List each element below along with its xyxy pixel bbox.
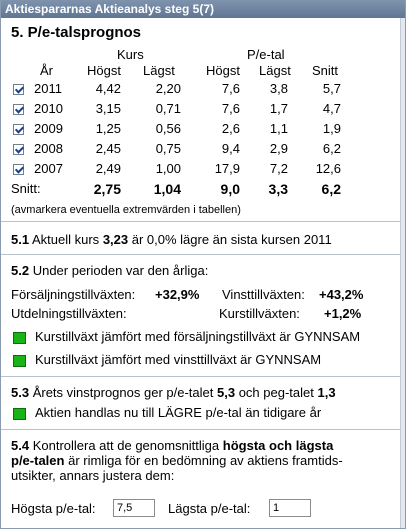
- row-pe-lagst: 7,2: [269, 161, 288, 176]
- price-growth-value: +1,2%: [324, 306, 362, 321]
- price-comparison-text: är 0,0% lägre än sista kursen 2011: [131, 232, 332, 247]
- row-checkbox[interactable]: [13, 104, 24, 115]
- avg-label: Snitt:: [11, 181, 41, 196]
- vertical-scrollbar[interactable]: [400, 18, 405, 528]
- table-note: (avmarkera eventuella extremvärden i tabellen): [11, 204, 241, 216]
- profit-growth-label: Vinsttillväxten:: [222, 287, 305, 302]
- row-kurs-hogst: 2,49: [95, 161, 121, 176]
- divider: [1, 221, 401, 222]
- pe-value: 5,3: [216, 385, 236, 400]
- row-pe-hogst: 9,4: [221, 141, 240, 156]
- col-header-kurs-hogst: Högst: [87, 63, 121, 78]
- section-5-1: [11, 232, 332, 247]
- row-pe-hogst: 7,6: [221, 81, 240, 96]
- group-header-kurs: Kurs: [117, 47, 144, 62]
- row-kurs-hogst: 1,25: [95, 121, 121, 136]
- row-kurs-hogst: 2,45: [95, 141, 121, 156]
- row-pe-lagst: 1,7: [269, 101, 288, 116]
- col-header-pe-hogst: Högst: [206, 63, 240, 78]
- section-number: 5.2: [11, 263, 30, 278]
- price-growth-label: Kurstillväxten:: [219, 306, 300, 321]
- lowest-pe-input[interactable]: [269, 499, 311, 517]
- status-green-icon: [13, 332, 26, 344]
- row-year: 2010: [34, 101, 63, 116]
- check-text-bold: p/e-talen: [11, 453, 65, 468]
- row-pe-hogst: 7,6: [221, 101, 240, 116]
- window-title: Aktiespararnas Aktieanalys steg 5(7): [1, 0, 405, 18]
- section-number: 5.4: [11, 438, 30, 453]
- avg-kurs-lagst: 1,04: [153, 181, 181, 197]
- row-kurs-lagst: 0,75: [155, 141, 181, 156]
- current-price-label: Aktuell kurs: [31, 232, 100, 247]
- sales-growth-value: +32,9%: [155, 287, 200, 302]
- section-5-4-line1: [11, 438, 333, 453]
- row-year: 2007: [34, 161, 63, 176]
- col-header-kurs-lagst: Lägst: [143, 63, 175, 78]
- peg-label: och peg-talet: [238, 385, 314, 400]
- avg-kurs-hogst: 2,75: [93, 181, 121, 197]
- row-pe-lagst: 3,8: [269, 81, 288, 96]
- lowest-pe-label: Lägsta p/e-tal:: [168, 501, 251, 516]
- section-heading: 5. P/e-talsprognos: [11, 24, 142, 41]
- col-header-year: År: [40, 63, 53, 78]
- status-text-profit: Kurstillväxt jämfört med vinsttillväxt är GYNNSAM: [35, 352, 322, 367]
- status-text-pe: Aktien handlas nu till LÄGRE p/e-tal än tidigare år: [35, 405, 322, 420]
- section-5-2-intro: [11, 263, 208, 278]
- divider: [1, 376, 401, 377]
- row-kurs-hogst: 4,42: [95, 81, 121, 96]
- row-pe-hogst: 2,6: [221, 121, 240, 136]
- row-year: 2009: [34, 121, 63, 136]
- check-text-bold: högsta och lägsta: [222, 438, 334, 453]
- section-5-4-line3: utsikter, annars justera dem:: [11, 468, 175, 483]
- divider: [1, 429, 401, 430]
- avg-pe-snitt: 6,2: [321, 181, 341, 197]
- row-year: 2011: [34, 81, 62, 96]
- row-checkbox[interactable]: [13, 84, 24, 95]
- row-pe-lagst: 1,1: [269, 121, 288, 136]
- highest-pe-input[interactable]: [113, 499, 155, 517]
- group-header-pe: P/e-tal: [247, 47, 285, 62]
- pe-forecast-text: Årets vinstprognos ger p/e-talet: [32, 385, 214, 400]
- status-green-icon: [13, 408, 26, 420]
- current-price-value: 3,23: [102, 232, 129, 247]
- row-pe-hogst: 17,9: [214, 161, 240, 176]
- row-pe-lagst: 2,9: [269, 141, 288, 156]
- section-number: 5.3: [11, 385, 30, 400]
- row-kurs-lagst: 0,71: [155, 101, 181, 116]
- peg-value: 1,3: [317, 385, 336, 400]
- content-area: [1, 18, 401, 528]
- row-pe-snitt: 6,2: [322, 141, 341, 156]
- period-intro-text: Under perioden var den årliga:: [32, 263, 209, 278]
- status-text-sales: Kurstillväxt jämfört med försäljningstillväxt är GYNNSAM: [35, 329, 361, 344]
- profit-growth-value: +43,2%: [319, 287, 364, 302]
- row-pe-snitt: 12,6: [315, 161, 341, 176]
- row-checkbox[interactable]: [13, 164, 24, 175]
- avg-pe-lagst: 3,3: [268, 181, 288, 197]
- row-year: 2008: [34, 141, 63, 156]
- col-header-pe-lagst: Lägst: [259, 63, 291, 78]
- row-checkbox[interactable]: [13, 124, 24, 135]
- highest-pe-label: Högsta p/e-tal:: [11, 501, 96, 516]
- row-kurs-lagst: 1,00: [155, 161, 181, 176]
- row-pe-snitt: 4,7: [322, 101, 341, 116]
- check-text: Kontrollera att de genomsnittliga: [32, 438, 220, 453]
- row-kurs-hogst: 3,15: [95, 101, 121, 116]
- status-green-icon: [13, 355, 26, 367]
- row-pe-snitt: 5,7: [322, 81, 341, 96]
- row-kurs-lagst: 2,20: [155, 81, 181, 96]
- section-5-4-line2: [11, 453, 343, 468]
- row-kurs-lagst: 0,56: [155, 121, 181, 136]
- divider: [1, 254, 401, 255]
- sales-growth-label: Försäljningstillväxten:: [11, 287, 136, 302]
- dividend-growth-label: Utdelningstillväxten:: [11, 306, 127, 321]
- row-checkbox[interactable]: [13, 144, 24, 155]
- check-text: är rimliga för en bedömning av aktiens framtids-: [68, 453, 343, 468]
- avg-pe-hogst: 9,0: [220, 181, 240, 197]
- section-number: 5.1: [11, 232, 30, 247]
- section-5-3: [11, 385, 336, 400]
- col-header-snitt: Snitt: [312, 63, 339, 78]
- row-pe-snitt: 1,9: [322, 121, 341, 136]
